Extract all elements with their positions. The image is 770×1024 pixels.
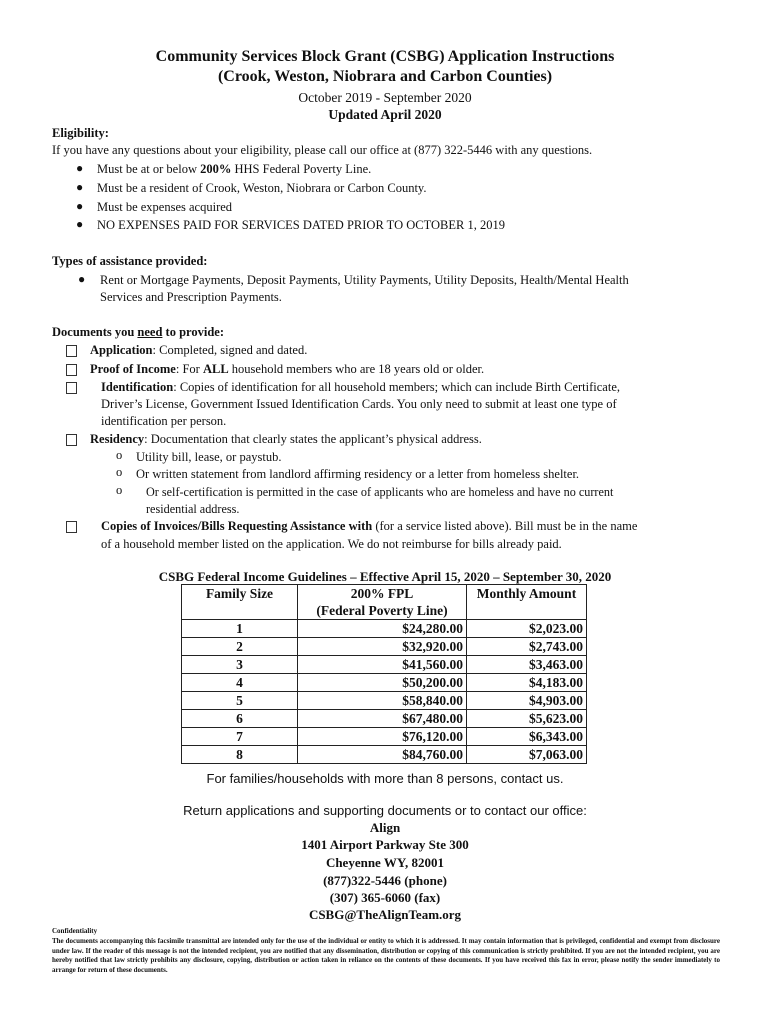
sub-bullet-icon: o xyxy=(116,448,123,462)
doc-proof-of-income xyxy=(90,361,484,377)
residency-option-3-line-2: residential address. xyxy=(146,502,240,516)
label: Residency xyxy=(90,432,145,446)
bullet-icon: ● xyxy=(76,217,84,231)
checkbox-icon xyxy=(66,521,77,533)
text-bold: 200% xyxy=(200,162,232,176)
label: Identification xyxy=(101,380,174,394)
types-line-1: Rent or Mortgage Payments, Deposit Payments, Utility Payments, Utility Deposits, Health/Mental Health xyxy=(100,273,629,287)
contact-intro: Return applications and supporting documents or to contact our office: xyxy=(183,803,587,818)
text: Documents you xyxy=(52,325,138,339)
sub-bullet-icon: o xyxy=(116,483,123,497)
cell-fpl: $76,120.00 xyxy=(298,728,467,746)
bullet-icon: ● xyxy=(76,180,84,194)
cell-fpl: $84,760.00 xyxy=(298,746,467,764)
bullet-icon: ● xyxy=(78,272,86,286)
confidentiality-heading: Confidentiality xyxy=(52,927,98,935)
cell-family-size: 8 xyxy=(182,746,298,764)
doc-residency xyxy=(90,431,482,447)
cell-family-size: 1 xyxy=(182,620,298,638)
text: to provide: xyxy=(162,325,224,339)
doc-identification-line-2: Driver’s License, Government Issued Identification Cards. You only need to submit at least one type of xyxy=(101,397,617,411)
updated-date: Updated April 2020 xyxy=(328,107,442,122)
eligibility-item-3: Must be expenses acquired xyxy=(97,200,233,214)
contact-street: 1401 Airport Parkway Ste 300 xyxy=(301,837,469,852)
fpl-header-line-2: (Federal Poverty Line) xyxy=(316,603,448,618)
text: (for a service listed above). Bill must be in the name xyxy=(372,519,638,533)
contact-email[interactable]: CSBG@TheAlignTeam.org xyxy=(308,907,462,922)
period: October 2019 - September 2020 xyxy=(298,90,472,105)
table-row xyxy=(182,620,587,638)
text-bold: ALL xyxy=(202,362,229,376)
checkbox-icon xyxy=(66,345,77,357)
contact-fax: (307) 365-6060 (fax) xyxy=(329,890,441,905)
cell-monthly: $4,183.00 xyxy=(467,674,587,692)
label: Copies of Invoices/Bills Requesting Assistance with xyxy=(101,519,373,533)
eligibility-intro: If you have any questions about your eligibility, please call our office at (877) 322-5446 with any questions. xyxy=(52,143,593,157)
fpl-header-line-1: 200% FPL xyxy=(350,586,414,601)
contact-org: Align xyxy=(369,820,401,835)
doc-identification-line-3: identification per person. xyxy=(101,414,227,428)
checkbox-icon xyxy=(66,434,77,446)
cell-family-size: 4 xyxy=(182,674,298,692)
cell-family-size: 6 xyxy=(182,710,298,728)
residency-option-3: Or self-certification is permitted in the case of applicants who are homeless and have no current xyxy=(146,485,614,499)
cell-monthly: $6,343.00 xyxy=(467,728,587,746)
cell-family-size: 2 xyxy=(182,638,298,656)
cell-monthly: $2,743.00 xyxy=(467,638,587,656)
income-guidelines-table xyxy=(181,584,587,764)
text: household members who are 18 years old or older. xyxy=(228,362,485,376)
confidentiality-text: The documents accompanying this facsimile transmittal are intended only for the use of the individual or entity to which it is addressed. It may contain information that is privileged, confidential and exempt from disclosure under law. If the reader of this message is not the intended recipient, you are notified that any dissemination, distribution or copying of this communication is strictly prohibited. If you are not the intended recipient, you are hereby notified that law strictly prohibits any disclosure, copying, distribution or action taken in reliance on the contents of these documents. If you have received this fax in error, please notify the sender immediately to arrange for return of these documents. xyxy=(52,937,720,974)
cell-monthly: $7,063.00 xyxy=(467,746,587,764)
cell-monthly: $5,623.00 xyxy=(467,710,587,728)
cell-fpl: $58,840.00 xyxy=(298,692,467,710)
cell-fpl: $67,480.00 xyxy=(298,710,467,728)
cell-fpl: $32,920.00 xyxy=(298,638,467,656)
column-header-family-size: Family Size xyxy=(182,585,298,620)
text-underlined: need xyxy=(137,325,163,339)
label: Proof of Income xyxy=(90,362,176,376)
documents-heading xyxy=(52,324,224,340)
cell-monthly: $4,903.00 xyxy=(467,692,587,710)
table-row xyxy=(182,710,587,728)
column-header-monthly: Monthly Amount xyxy=(467,585,587,620)
text: : Completed, signed and dated. xyxy=(152,343,308,357)
text: Must be at or below xyxy=(97,162,201,176)
cell-fpl: $41,560.00 xyxy=(298,656,467,674)
text: HHS Federal Poverty Line. xyxy=(231,162,372,176)
types-heading: Types of assistance provided: xyxy=(52,254,208,268)
table-row xyxy=(182,638,587,656)
table-row xyxy=(182,656,587,674)
page-title: Community Services Block Grant (CSBG) Application Instructions xyxy=(155,48,615,65)
eligibility-item-2: Must be a resident of Crook, Weston, Niobrara or Carbon County. xyxy=(97,181,427,195)
eligibility-item-1 xyxy=(97,161,371,177)
cell-monthly: $2,023.00 xyxy=(467,620,587,638)
table-body xyxy=(182,620,587,764)
page-subtitle: (Crook, Weston, Niobrara and Carbon Counties) xyxy=(217,68,553,85)
doc-invoices xyxy=(101,518,637,534)
bullet-icon: ● xyxy=(76,199,84,213)
text: : Documentation that clearly states the applicant’s physical address. xyxy=(144,432,482,446)
text: : Copies of identification for all household members; which can include Birth Certificate, xyxy=(173,380,620,394)
cell-fpl: $24,280.00 xyxy=(298,620,467,638)
bullet-icon: ● xyxy=(76,161,84,175)
label: Application xyxy=(90,343,153,357)
doc-application xyxy=(90,342,307,358)
eligibility-heading: Eligibility: xyxy=(52,126,109,140)
checkbox-icon xyxy=(66,382,77,394)
checkbox-icon xyxy=(66,364,77,376)
cell-family-size: 5 xyxy=(182,692,298,710)
table-row xyxy=(182,728,587,746)
table-row xyxy=(182,692,587,710)
doc-identification xyxy=(101,379,620,395)
cell-family-size: 7 xyxy=(182,728,298,746)
column-header-fpl xyxy=(298,585,467,620)
residency-option-2: Or written statement from landlord affirming residency or a letter from homeless shelter. xyxy=(136,467,580,481)
cell-fpl: $50,200.00 xyxy=(298,674,467,692)
cell-monthly: $3,463.00 xyxy=(467,656,587,674)
table-row xyxy=(182,746,587,764)
contact-phone: (877)322-5446 (phone) xyxy=(323,873,447,888)
table-row xyxy=(182,674,587,692)
sub-bullet-icon: o xyxy=(116,465,123,479)
table-header-row xyxy=(182,585,587,620)
types-line-2: Services and Prescription Payments. xyxy=(100,290,282,304)
doc-invoices-line-2: of a household member listed on the application. We do not reimburse for bills already paid. xyxy=(101,537,562,551)
text: : For xyxy=(175,362,203,376)
guidelines-heading: CSBG Federal Income Guidelines – Effective April 15, 2020 – September 30, 2020 xyxy=(158,569,612,584)
guidelines-note: For families/households with more than 8 persons, contact us. xyxy=(206,771,564,786)
eligibility-item-4: NO EXPENSES PAID FOR SERVICES DATED PRIOR TO OCTOBER 1, 2019 xyxy=(97,218,505,232)
cell-family-size: 3 xyxy=(182,656,298,674)
residency-option-1: Utility bill, lease, or paystub. xyxy=(136,450,282,464)
contact-city: Cheyenne WY, 82001 xyxy=(325,855,445,870)
